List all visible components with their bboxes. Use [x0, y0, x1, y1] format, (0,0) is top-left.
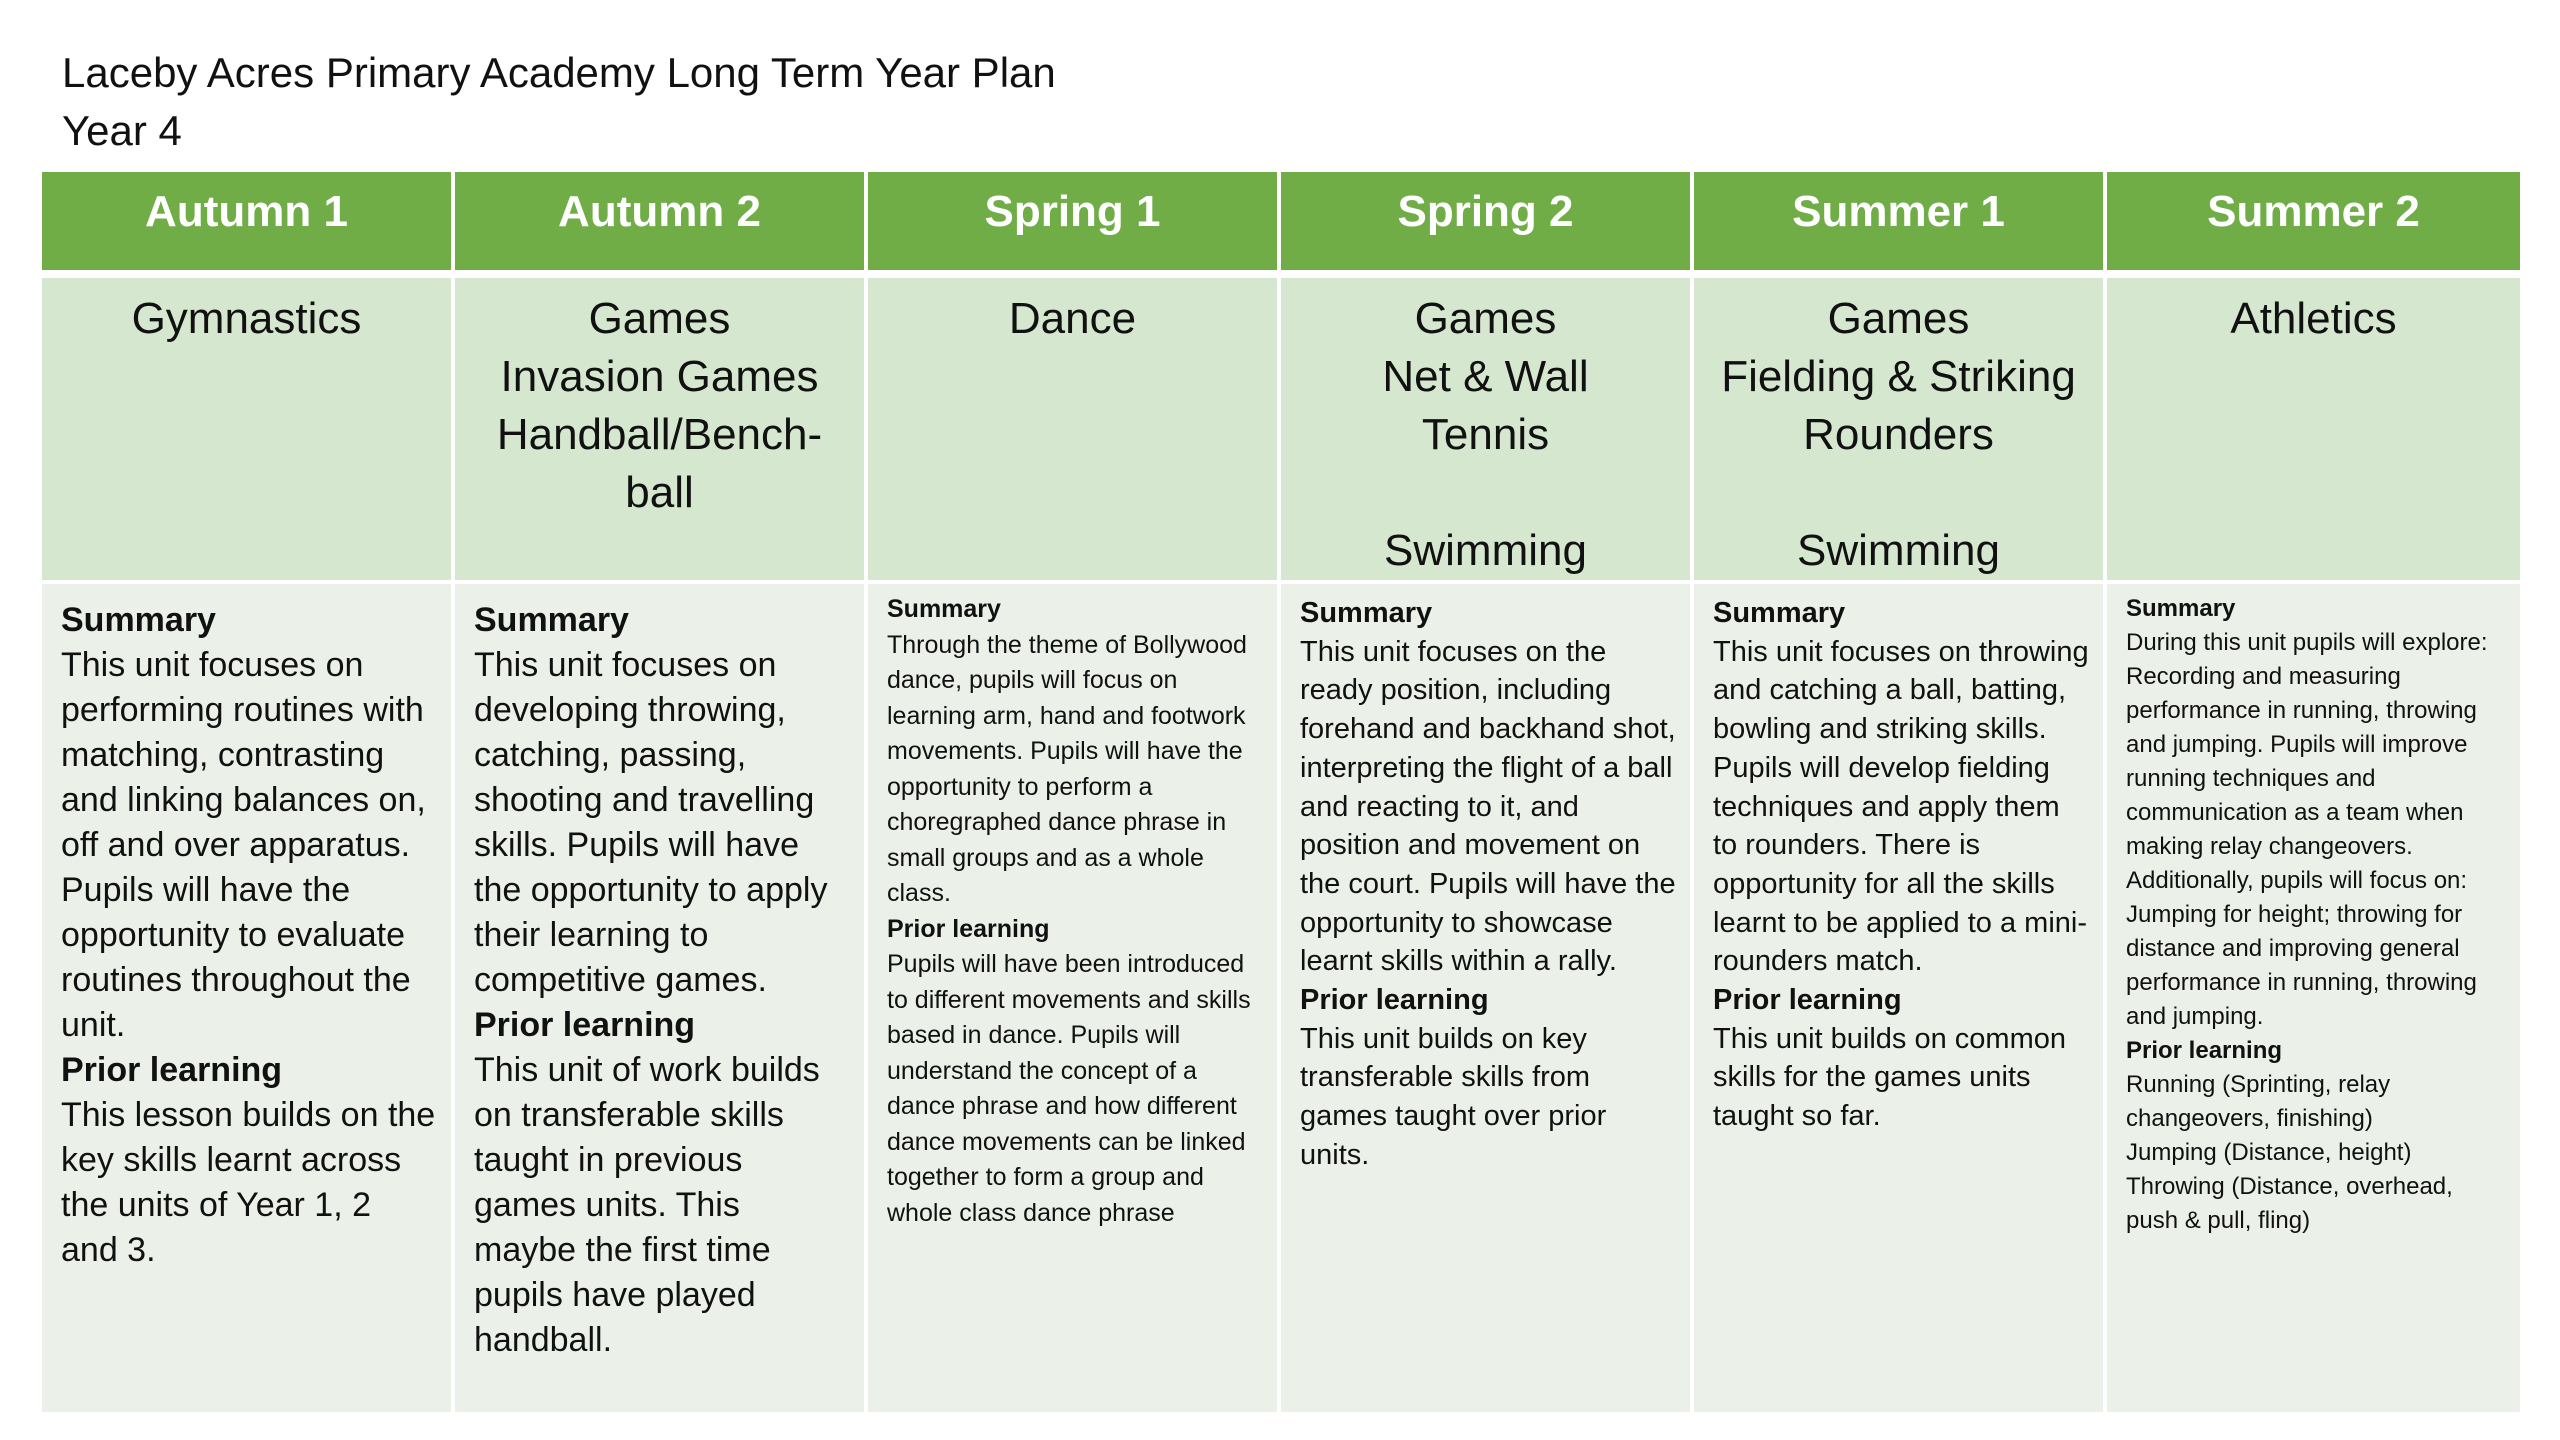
term-header-autumn-2: Autumn 2 [455, 172, 868, 278]
summary-heading: Summary [1300, 597, 1433, 629]
prior-learning-text: Pupils will have been introduced to different movements and skills based in dance. Pupils will understand the concept of a dance phrase and how different dance movements can be linked together to form a group and whole class dance phrase [887, 950, 1251, 1227]
summary-text: This unit focuses on developing throwing, catching, passing, shooting and travelling skills. Pupils will have the opportunity to apply their learning to competitive games. [474, 646, 828, 999]
topic-line: Fielding & Striking [1721, 352, 2076, 401]
detail-cell-spring-2 [1281, 584, 1694, 1412]
topic-cell-summer-2 [2107, 278, 2520, 584]
topic-line: Tennis [1421, 410, 1550, 459]
topic-cell-spring-2 [1281, 278, 1694, 584]
document-subtitle: Year 4 [62, 107, 182, 154]
topic-line: Athletics [2230, 294, 2397, 343]
long-term-plan-table [42, 172, 2520, 1412]
document-title: Laceby Acres Primary Academy Long Term Year Plan [62, 49, 1056, 96]
prior-learning-heading: Prior learning [474, 1006, 696, 1044]
topic-swimming: Swimming [1797, 526, 2000, 575]
summary-text: During this unit pupils will explore: Recording and measuring performance in running, throwing and jumping. Pupils will improve running techniques and communication as a team when making relay changeovers. Additionally, pupils will focus on: Jumping for height; throwing for distance and improving general performance in running, throwing and jumping. [2126, 629, 2488, 1030]
summary-heading: Summary [2126, 595, 2236, 622]
prior-learning-text: This unit builds on key transferable skills from games taught over prior units. [1300, 1022, 1607, 1171]
detail-cell-autumn-2 [455, 584, 868, 1412]
topic-row [42, 278, 2520, 584]
summary-text: This unit focuses on performing routines with matching, contrasting and linking balances on, off and over apparatus. Pupils will have the opportunity to evaluate routines throughout the unit. [61, 646, 426, 1044]
topic-line: Net & Wall [1382, 352, 1589, 401]
topic-line: Games [1827, 294, 1970, 343]
topic-cell-spring-1 [868, 278, 1281, 584]
detail-cell-summer-1 [1694, 584, 2107, 1412]
summary-heading: Summary [474, 601, 629, 639]
detail-cell-autumn-1 [42, 584, 455, 1412]
topic-cell-summer-1 [1694, 278, 2107, 584]
topic-line: Dance [1008, 294, 1137, 343]
summary-text: This unit focuses on throwing and catching a ball, batting, bowling and striking skills. Pupils will develop fielding techniques and apply them to rounders. There is opportunity for all the skills learnt to be applied to a mini-rounders match. [1713, 635, 2089, 978]
summary-text: This unit focuses on the ready position, including forehand and backhand shot, interpreting the flight of a ball and reacting to it, and position and movement on the court. Pupils will have the opportunity to showcase learnt skills within a rally. [1300, 635, 1676, 978]
topic-cell-autumn-1 [42, 278, 455, 584]
prior-learning-heading: Prior learning [2126, 1037, 2283, 1064]
prior-learning-heading: Prior learning [1713, 984, 1902, 1017]
topic-line: Games [1414, 294, 1557, 343]
topic-line: Gymnastics [131, 294, 362, 343]
prior-learning-line: Running (Sprinting, relay changeovers, finishing) [2126, 1071, 2391, 1132]
prior-learning-heading: Prior learning [61, 1051, 283, 1089]
prior-learning-line: Throwing (Distance, overhead, push & pull, fling) [2126, 1173, 2453, 1234]
summary-heading: Summary [61, 601, 216, 639]
prior-learning-text: This unit builds on common skills for the games units taught so far. [1713, 1022, 2066, 1133]
topic-line: Invasion Games [500, 352, 819, 401]
document-title-block [62, 44, 1462, 160]
prior-learning-text: This unit of work builds on transferable skills taught in previous games units. This maybe the first time pupils have played handball. [474, 1051, 820, 1359]
detail-cell-spring-1 [868, 584, 1281, 1412]
term-header-spring-2: Spring 2 [1281, 172, 1694, 278]
term-header-row [42, 172, 2520, 278]
prior-learning-heading: Prior learning [887, 914, 1050, 943]
prior-learning-line: Jumping (Distance, height) [2126, 1139, 2412, 1166]
summary-text: Through the theme of Bollywood dance, pupils will focus on learning arm, hand and footwork movements. Pupils will have the opportunity to perform a choregraphed dance phrase in small groups and as a whole class. [887, 630, 1247, 907]
detail-cell-summer-2 [2107, 584, 2520, 1412]
topic-cell-autumn-2 [455, 278, 868, 584]
detail-row [42, 584, 2520, 1412]
summary-heading: Summary [887, 595, 1001, 623]
topic-line: Handball/Bench- [496, 410, 823, 459]
topic-line: Games [588, 294, 731, 343]
prior-learning-heading: Prior learning [1300, 984, 1489, 1017]
summary-heading: Summary [1713, 597, 1846, 629]
topic-swimming: Swimming [1384, 526, 1587, 575]
topic-line: Rounders [1803, 410, 1994, 459]
term-header-spring-1: Spring 1 [868, 172, 1281, 278]
term-header-autumn-1: Autumn 1 [42, 172, 455, 278]
term-header-summer-1: Summer 1 [1694, 172, 2107, 278]
prior-learning-text: This lesson builds on the key skills learnt across the units of Year 1, 2 and 3. [61, 1096, 436, 1269]
term-header-summer-2: Summer 2 [2107, 172, 2520, 278]
topic-line: ball [625, 468, 694, 517]
